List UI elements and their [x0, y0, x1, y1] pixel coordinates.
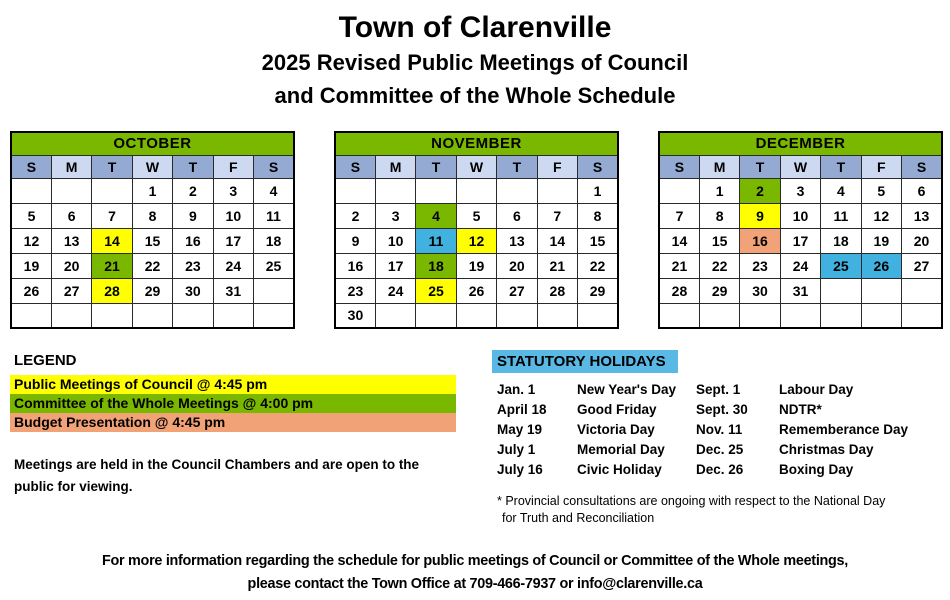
- day-cell: 13: [497, 228, 537, 253]
- day-cell: 28: [659, 278, 699, 303]
- day-cell: 7: [92, 203, 132, 228]
- month-header: DECEMBER: [659, 132, 942, 155]
- day-cell: 29: [132, 278, 172, 303]
- calendar-table-october: [10, 131, 295, 329]
- holiday-name: Civic Holiday: [577, 461, 662, 477]
- day-cell: 7: [659, 203, 699, 228]
- day-of-week-header: T: [821, 155, 861, 178]
- day-cell: 25: [416, 278, 456, 303]
- day-of-week-header: M: [51, 155, 91, 178]
- day-cell: 8: [699, 203, 739, 228]
- day-cell: 23: [335, 278, 375, 303]
- day-of-week-header: S: [902, 155, 942, 178]
- day-cell: [375, 303, 415, 328]
- day-cell: 5: [11, 203, 51, 228]
- month-header: OCTOBER: [11, 132, 294, 155]
- day-cell: 23: [740, 253, 780, 278]
- day-cell: [780, 303, 820, 328]
- day-of-week-header: S: [659, 155, 699, 178]
- day-of-week-header: T: [173, 155, 213, 178]
- day-cell: 1: [132, 178, 172, 203]
- calendar-table-december: [658, 131, 943, 329]
- title-block: [0, 10, 950, 112]
- day-of-week-header: F: [213, 155, 253, 178]
- holiday-date: Sept. 1: [696, 381, 741, 397]
- calendar-december: [658, 131, 943, 329]
- day-cell: 13: [51, 228, 91, 253]
- day-cell: [861, 278, 901, 303]
- day-of-week-header: W: [132, 155, 172, 178]
- day-cell: 17: [213, 228, 253, 253]
- day-cell: 10: [375, 228, 415, 253]
- day-cell: 6: [51, 203, 91, 228]
- day-cell: 16: [740, 228, 780, 253]
- day-cell: 1: [578, 178, 618, 203]
- day-cell: [659, 178, 699, 203]
- day-cell: 17: [375, 253, 415, 278]
- day-cell: 6: [497, 203, 537, 228]
- day-cell: 20: [51, 253, 91, 278]
- holiday-date: Nov. 11: [696, 421, 743, 437]
- day-of-week-header: M: [699, 155, 739, 178]
- contact-footer-line-2: please contact the Town Office at 709-466-7937 or info@clarenville.ca: [247, 575, 703, 592]
- day-cell: [821, 278, 861, 303]
- day-cell: 8: [132, 203, 172, 228]
- day-cell: 25: [254, 253, 294, 278]
- day-of-week-header: S: [11, 155, 51, 178]
- day-cell: 16: [335, 253, 375, 278]
- month-header: NOVEMBER: [335, 132, 618, 155]
- holiday-row: [497, 419, 908, 439]
- day-cell: [92, 303, 132, 328]
- day-of-week-header: T: [92, 155, 132, 178]
- day-cell: 22: [132, 253, 172, 278]
- day-of-week-header: F: [861, 155, 901, 178]
- day-cell: 10: [780, 203, 820, 228]
- day-cell: 18: [821, 228, 861, 253]
- day-cell: 26: [456, 278, 496, 303]
- holiday-name: NDTR*: [779, 401, 822, 417]
- day-cell: [578, 303, 618, 328]
- legend-block: [10, 352, 456, 499]
- day-cell: 5: [456, 203, 496, 228]
- holiday-date: May 19: [497, 421, 543, 437]
- day-cell: 15: [699, 228, 739, 253]
- day-cell: 27: [497, 278, 537, 303]
- day-cell: 11: [254, 203, 294, 228]
- statutory-holidays-block: [492, 350, 944, 527]
- holiday-row: [497, 399, 908, 419]
- day-cell: 9: [173, 203, 213, 228]
- day-cell: 4: [254, 178, 294, 203]
- day-cell: 31: [780, 278, 820, 303]
- day-cell: 21: [537, 253, 577, 278]
- day-cell: 13: [902, 203, 942, 228]
- contact-footer-line-1: For more information regarding the schedule for public meetings of Council or Committee of the Whole meetings,: [101, 552, 848, 569]
- day-cell: 19: [11, 253, 51, 278]
- page-subtitle-line-2: and Committee of the Whole Schedule: [274, 83, 676, 108]
- day-cell: 20: [497, 253, 537, 278]
- holiday-name: Victoria Day: [577, 421, 655, 437]
- day-cell: [254, 278, 294, 303]
- day-cell: 21: [659, 253, 699, 278]
- day-cell: [902, 303, 942, 328]
- day-cell: 14: [537, 228, 577, 253]
- day-of-week-header: M: [375, 155, 415, 178]
- holiday-date: Dec. 25: [696, 441, 744, 457]
- holidays-table: [497, 379, 908, 479]
- holiday-name: Good Friday: [577, 401, 657, 417]
- day-cell: [821, 303, 861, 328]
- day-of-week-header: T: [497, 155, 537, 178]
- day-cell: 18: [416, 253, 456, 278]
- holiday-name: Rememberance Day: [779, 421, 909, 437]
- day-cell: 3: [213, 178, 253, 203]
- holiday-name: New Year's Day: [577, 381, 677, 397]
- legend-item-council-meetings: Public Meetings of Council @ 4:45 pm: [10, 375, 456, 394]
- day-cell: 5: [861, 178, 901, 203]
- day-cell: [51, 303, 91, 328]
- day-cell: 17: [780, 228, 820, 253]
- day-cell: 15: [132, 228, 172, 253]
- holiday-name: Christmas Day: [779, 441, 874, 457]
- calendars-row: [10, 131, 943, 329]
- day-cell: 28: [92, 278, 132, 303]
- day-cell: [659, 303, 699, 328]
- day-cell: 28: [537, 278, 577, 303]
- day-of-week-header: W: [456, 155, 496, 178]
- day-cell: 2: [335, 203, 375, 228]
- day-cell: 22: [699, 253, 739, 278]
- ndtr-footnote-line-1: * Provincial consultations are ongoing with respect to the National Day: [497, 494, 886, 508]
- day-cell: [537, 303, 577, 328]
- day-cell: 27: [902, 253, 942, 278]
- day-cell: 12: [11, 228, 51, 253]
- holiday-row: [497, 439, 908, 459]
- day-of-week-header: W: [780, 155, 820, 178]
- holiday-row: [497, 379, 908, 399]
- day-cell: 11: [821, 203, 861, 228]
- day-cell: [537, 178, 577, 203]
- day-cell: 24: [213, 253, 253, 278]
- day-of-week-header: S: [578, 155, 618, 178]
- day-cell: 19: [456, 253, 496, 278]
- day-cell: 24: [780, 253, 820, 278]
- day-cell: 21: [92, 253, 132, 278]
- day-cell: 25: [821, 253, 861, 278]
- day-of-week-header: S: [254, 155, 294, 178]
- day-cell: [416, 178, 456, 203]
- calendar-november: [334, 131, 619, 329]
- day-cell: [375, 178, 415, 203]
- day-cell: [11, 303, 51, 328]
- day-cell: 22: [578, 253, 618, 278]
- day-cell: [902, 278, 942, 303]
- day-cell: 9: [740, 203, 780, 228]
- day-cell: [861, 303, 901, 328]
- legend-heading: LEGEND: [14, 352, 77, 369]
- day-cell: 11: [416, 228, 456, 253]
- day-cell: 14: [92, 228, 132, 253]
- day-cell: 29: [578, 278, 618, 303]
- day-cell: 16: [173, 228, 213, 253]
- day-cell: [699, 303, 739, 328]
- day-of-week-header: T: [740, 155, 780, 178]
- day-cell: 30: [173, 278, 213, 303]
- day-cell: 14: [659, 228, 699, 253]
- legend-item-budget-presentation: Budget Presentation @ 4:45 pm: [10, 413, 456, 432]
- day-cell: 3: [780, 178, 820, 203]
- holiday-name: Boxing Day: [779, 461, 854, 477]
- day-cell: 10: [213, 203, 253, 228]
- day-of-week-header: F: [537, 155, 577, 178]
- holiday-date: July 16: [497, 461, 543, 477]
- calendar-october: [10, 131, 295, 329]
- day-cell: [740, 303, 780, 328]
- day-cell: 27: [51, 278, 91, 303]
- contact-footer: [19, 549, 931, 595]
- day-cell: 26: [11, 278, 51, 303]
- holiday-name: Labour Day: [779, 381, 854, 397]
- day-cell: 30: [335, 303, 375, 328]
- holiday-date: Sept. 30: [696, 401, 748, 417]
- page-title: Town of Clarenville: [338, 11, 612, 44]
- holiday-name: Memorial Day: [577, 441, 665, 457]
- holiday-date: July 1: [497, 441, 536, 457]
- day-cell: 12: [861, 203, 901, 228]
- day-cell: [456, 303, 496, 328]
- day-cell: 15: [578, 228, 618, 253]
- day-cell: 4: [821, 178, 861, 203]
- day-cell: [173, 303, 213, 328]
- holiday-date: Jan. 1: [497, 381, 536, 397]
- day-cell: [497, 303, 537, 328]
- day-cell: [51, 178, 91, 203]
- day-cell: 6: [902, 178, 942, 203]
- day-cell: 4: [416, 203, 456, 228]
- day-cell: [497, 178, 537, 203]
- day-cell: 19: [861, 228, 901, 253]
- day-cell: 1: [699, 178, 739, 203]
- day-cell: 30: [740, 278, 780, 303]
- day-cell: 8: [578, 203, 618, 228]
- calendar-table-november: [334, 131, 619, 329]
- day-of-week-header: S: [335, 155, 375, 178]
- day-cell: [132, 303, 172, 328]
- day-cell: 24: [375, 278, 415, 303]
- day-cell: 18: [254, 228, 294, 253]
- holiday-row: [497, 459, 908, 479]
- day-of-week-header: T: [416, 155, 456, 178]
- day-cell: 31: [213, 278, 253, 303]
- day-cell: [456, 178, 496, 203]
- day-cell: 23: [173, 253, 213, 278]
- legend-item-committee-meetings: Committee of the Whole Meetings @ 4:00 pm: [10, 394, 456, 413]
- meetings-location-note: Meetings are held in the Council Chambers and are open to the public for viewing.: [14, 457, 420, 495]
- day-cell: [254, 303, 294, 328]
- day-cell: [11, 178, 51, 203]
- day-cell: 9: [335, 228, 375, 253]
- day-cell: 12: [456, 228, 496, 253]
- statutory-holidays-heading: STATUTORY HOLIDAYS: [492, 350, 678, 373]
- holiday-date: Dec. 26: [696, 461, 744, 477]
- day-cell: 26: [861, 253, 901, 278]
- ndtr-footnote: [497, 493, 944, 527]
- ndtr-footnote-line-2: for Truth and Reconciliation: [502, 510, 655, 525]
- day-cell: [213, 303, 253, 328]
- page-subtitle-line-1: 2025 Revised Public Meetings of Council: [261, 50, 689, 75]
- holiday-date: April 18: [497, 401, 547, 417]
- day-cell: [92, 178, 132, 203]
- day-cell: 20: [902, 228, 942, 253]
- day-cell: 3: [375, 203, 415, 228]
- day-cell: [416, 303, 456, 328]
- day-cell: 29: [699, 278, 739, 303]
- day-cell: 2: [173, 178, 213, 203]
- day-cell: 7: [537, 203, 577, 228]
- day-cell: 2: [740, 178, 780, 203]
- day-cell: [335, 178, 375, 203]
